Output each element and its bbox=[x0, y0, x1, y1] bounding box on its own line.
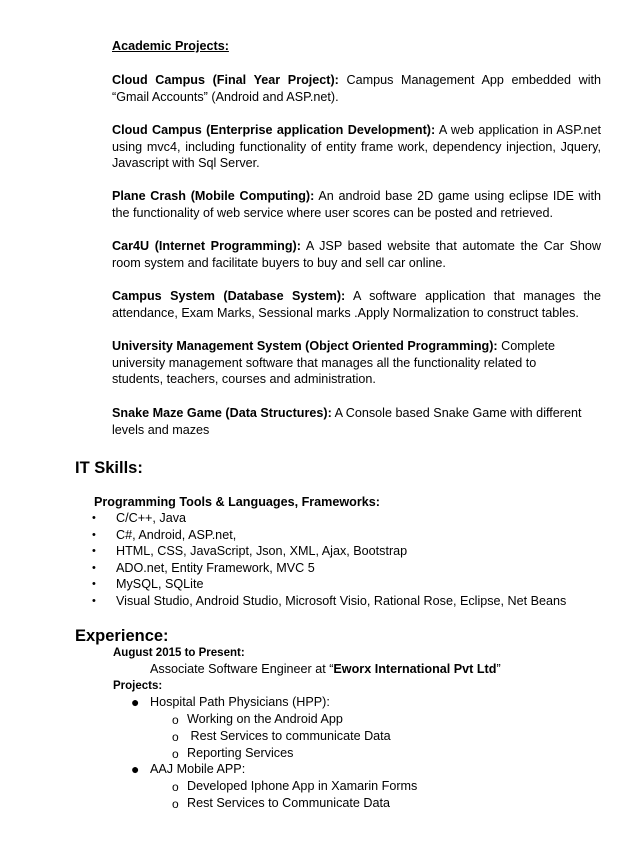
role-text: Associate Software Engineer at “ bbox=[150, 662, 334, 676]
bullet-icon: • bbox=[92, 512, 96, 524]
project-entry bbox=[112, 72, 601, 105]
bullet-icon: • bbox=[92, 545, 96, 558]
circle-bullet-icon: o bbox=[172, 747, 179, 761]
project-description: Campus Management App embedded with “Gmail Accounts” (Android and ASP.net). bbox=[112, 73, 602, 104]
project-entry bbox=[112, 338, 590, 388]
project-entry bbox=[112, 238, 601, 271]
bullet-icon: • bbox=[92, 594, 96, 607]
project-entry bbox=[112, 188, 601, 221]
list-item bbox=[92, 527, 566, 544]
project-description: An android base 2D game using eclipse IDE with the functionality of web service where user scores can be posted and retrieved. bbox=[112, 189, 601, 220]
bullet-icon: • bbox=[92, 528, 96, 541]
project-description: Complete university management software that manages all the functionality related to students, teachers, courses and administration. bbox=[112, 339, 556, 386]
project-description: A Console based Snake Game with different levels and mazes bbox=[112, 406, 582, 437]
disc-bullet-icon: ● bbox=[131, 761, 140, 777]
circle-bullet-icon: o bbox=[172, 713, 179, 727]
task-item: Rest Services to communicate Data bbox=[187, 729, 391, 743]
skill-text: C#, Android, ASP.net, bbox=[116, 527, 237, 542]
list-item bbox=[92, 543, 566, 560]
bullet-icon: • bbox=[92, 561, 96, 574]
skill-text: ADO.net, Entity Framework, MVC 5 bbox=[116, 560, 315, 575]
circle-bullet-icon: o bbox=[172, 730, 179, 744]
task-item: Working on the Android App bbox=[187, 712, 343, 726]
skills-list bbox=[92, 510, 566, 610]
project-title: University Management System (Object Oriented Programming): bbox=[112, 339, 498, 353]
bullet-icon: • bbox=[92, 578, 96, 591]
skill-text: HTML, CSS, JavaScript, Json, XML, Ajax, Bootstrap bbox=[116, 544, 408, 559]
project-title: Car4U (Internet Programming): bbox=[112, 239, 301, 253]
disc-bullet-icon: ● bbox=[131, 694, 140, 710]
project-entry bbox=[112, 288, 601, 321]
project-entry bbox=[112, 122, 601, 172]
company-name: Eworx International Pvt Ltd bbox=[333, 662, 497, 676]
it-skills-heading: IT Skills: bbox=[75, 459, 143, 477]
projects-label: Projects: bbox=[113, 680, 163, 692]
experience-heading: Experience: bbox=[75, 627, 169, 645]
project-title: Campus System (Database System): bbox=[112, 289, 346, 303]
task-item: Reporting Services bbox=[187, 746, 294, 760]
list-item bbox=[92, 576, 566, 593]
work-project-name: Hospital Path Physicians (HPP): bbox=[150, 695, 330, 709]
circle-bullet-icon: o bbox=[172, 780, 179, 794]
skill-text: MySQL, SQLite bbox=[116, 577, 204, 592]
academic-projects-heading: Academic Projects: bbox=[112, 39, 229, 53]
project-title: Cloud Campus (Final Year Project): bbox=[112, 73, 339, 87]
task-item: Developed Iphone App in Xamarin Forms bbox=[187, 779, 418, 793]
experience-period: August 2015 to Present: bbox=[113, 647, 245, 659]
project-description: A software application that manages the attendance, Exam Marks, Sessional marks .Apply Normalization to construct tables. bbox=[112, 289, 601, 320]
project-description: A JSP based website that automate the Car Show room system and facilitate buyers to buy and sell car online. bbox=[112, 239, 602, 270]
experience-role bbox=[150, 661, 501, 678]
project-description: A web application in ASP.net using mvc4, including functionality of entity frame work, dependency injection, Jquery, Javascript with Sql Server. bbox=[112, 123, 601, 170]
task-item: Rest Services to Communicate Data bbox=[187, 796, 390, 810]
role-suffix: ” bbox=[496, 662, 501, 676]
list-item bbox=[92, 593, 566, 610]
project-title: Plane Crash (Mobile Computing): bbox=[112, 189, 315, 203]
skill-text: C/C++, Java bbox=[116, 511, 186, 525]
project-title: Snake Maze Game (Data Structures): bbox=[112, 406, 332, 420]
skills-subheading: Programming Tools & Languages, Frameworks: bbox=[94, 495, 380, 509]
project-entry bbox=[112, 405, 590, 438]
circle-bullet-icon: o bbox=[172, 797, 179, 811]
work-project-name: AAJ Mobile APP: bbox=[150, 762, 246, 776]
list-item bbox=[92, 560, 566, 577]
skill-text: Visual Studio, Android Studio, Microsoft Visio, Rational Rose, Eclipse, Net Beans bbox=[116, 593, 567, 608]
project-title: Cloud Campus (Enterprise application Development): bbox=[112, 123, 436, 137]
list-item bbox=[92, 510, 566, 527]
